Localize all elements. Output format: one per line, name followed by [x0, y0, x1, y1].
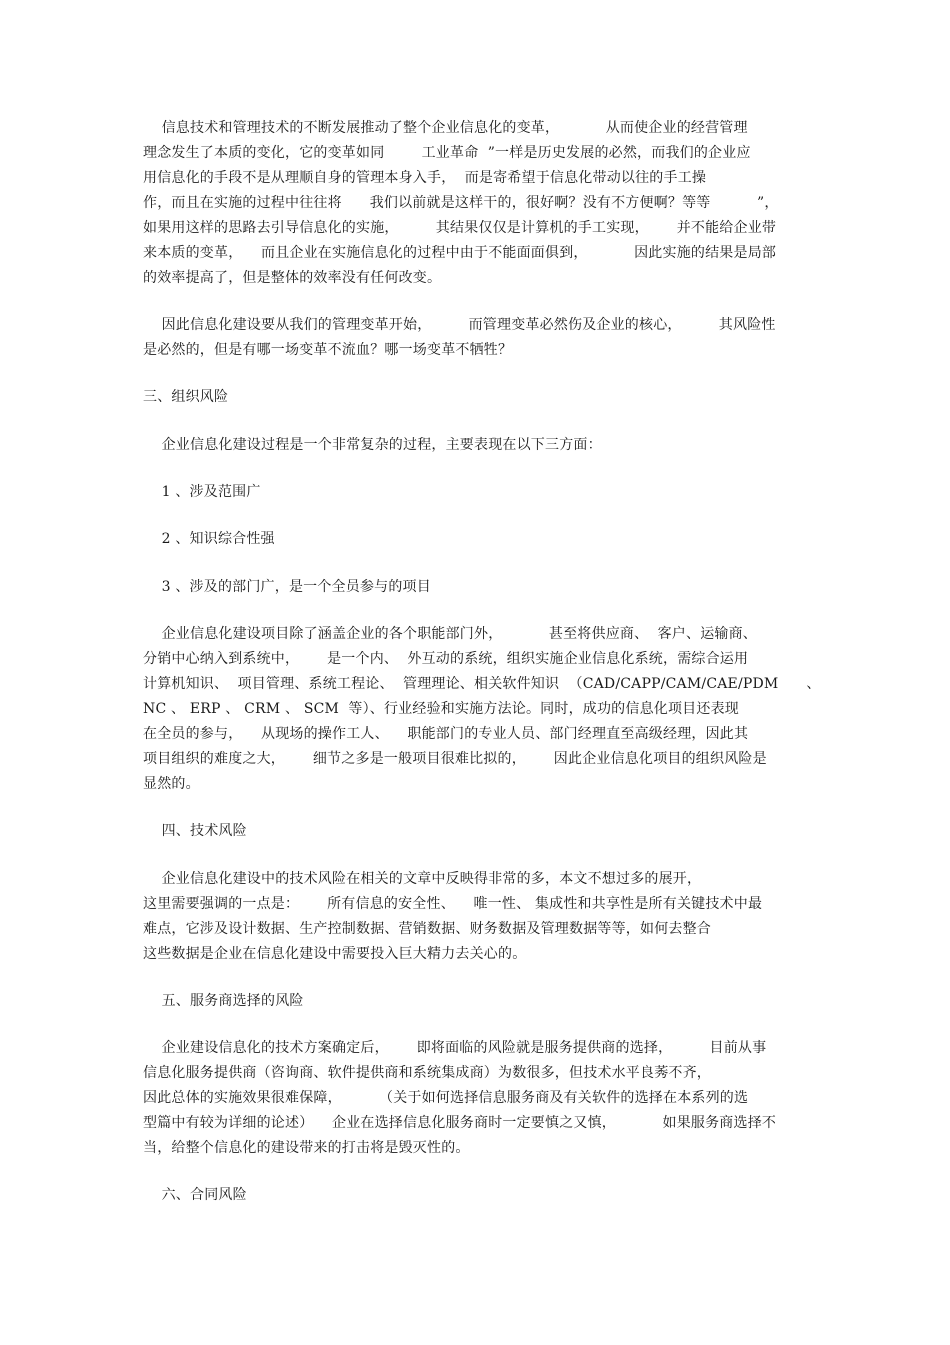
section3-heading: 三、组织风险	[143, 389, 229, 405]
section4-heading: 四、技术风险	[143, 823, 247, 839]
section3-item-1: 1 、涉及范围广	[143, 484, 261, 500]
para1-line-5: 如果用这样的思路去引导信息化的实施， 其结果仅仅是计算机的手工实现， 并不能给企业带	[143, 220, 777, 236]
section3-item-2: 2 、知识综合性强	[143, 531, 275, 547]
section5-heading: 五、服务商选择的风险	[143, 993, 304, 1009]
section4-para-line-3: 难点，它涉及设计数据、生产控制数据、营销数据、财务数据及管理数据等等，如何去整合	[143, 921, 711, 937]
section5-para-line-4: 型篇中有较为详细的论述） 企业在选择信息化服务商时一定要慎之又慎， 如果服务商选择不	[143, 1115, 777, 1131]
para1-line-6: 来本质的变革， 而且企业在实施信息化的过程中由于不能面面俱到， 因此实施的结果是局部	[143, 245, 777, 261]
section5-para-line-5: 当，给整个信息化的建设带来的打击将是毁灭性的。	[143, 1140, 470, 1156]
para2-line-2: 是必然的，但是有哪一场变革不流血？哪一场变革不牺牲？	[143, 342, 513, 358]
section3-para-line-3: 计算机知识、 项目管理、系统工程论、 管理理论、相关软件知识 （CAD/CAPP/CAM/CAE/PDM 、	[143, 676, 821, 692]
para2-line-1: 因此信息化建设要从我们的管理变革开始， 而管理变革必然伤及企业的核心， 其风险性	[143, 317, 776, 333]
para1-line-1: 信息技术和管理技术的不断发展推动了整个企业信息化的变革， 从而使企业的经营管理	[143, 120, 748, 136]
section3-para-line-2: 分销中心纳入到系统中， 是一个内、 外互动的系统，组织实施企业信息化系统，需综合运用	[143, 651, 749, 667]
section3-intro: 企业信息化建设过程是一个非常复杂的过程，主要表现在以下三方面：	[143, 437, 602, 453]
section4-para-line-4: 这些数据是企业在信息化建设中需要投入巨大精力去关心的。	[143, 946, 527, 962]
section3-item-3: 3 、涉及的部门广，是一个全员参与的项目	[143, 579, 431, 595]
section3-para-line-6: 项目组织的难度之大， 细节之多是一般项目很难比拟的， 因此企业信息化项目的组织风险是	[143, 751, 767, 767]
section3-para-line-7: 显然的。	[143, 776, 200, 792]
section3-para-line-4: NC 、 ERP 、 CRM 、 SCM 等）、行业经验和实施方法论。同时，成功的信息化项目还表现	[143, 701, 739, 717]
section4-para-line-1: 企业信息化建设中的技术风险在相关的文章中反映得非常的多，本文不想过多的展开，	[143, 871, 702, 887]
para1-line-3: 用信息化的手段不是从理顺自身的管理本身入手， 而是寄希望于信息化带动以往的手工操	[143, 170, 707, 186]
para1-line-4: 作，而且在实施的过程中往往将 我们以前就是这样干的，很好啊？没有不方便啊？等等 ”，	[143, 195, 779, 211]
section5-para-line-1: 企业建设信息化的技术方案确定后， 即将面临的风险就是服务提供商的选择， 目前从事	[143, 1040, 767, 1056]
section5-para-line-2: 信息化服务提供商（咨询商、软件提供商和系统集成商）为数很多，但技术水平良莠不齐，	[143, 1065, 711, 1081]
section3-para-line-1: 企业信息化建设项目除了涵盖企业的各个职能部门外， 甚至将供应商、 客户、运输商、	[143, 626, 758, 642]
section3-para-line-5: 在全员的参与， 从现场的操作工人、 职能部门的专业人员、部门经理直至高级经理，因此其	[143, 726, 749, 742]
para1-line-2: 理念发生了本质的变化，它的变革如同 工业革命 ”一样是历史发展的必然，而我们的企业应	[143, 145, 751, 161]
para1-line-7: 的效率提高了，但是整体的效率没有任何改变。	[143, 270, 442, 286]
section6-heading: 六、合同风险	[143, 1187, 247, 1203]
section5-para-line-3: 因此总体的实施效果很难保障， （关于如何选择信息服务商及有关软件的选择在本系列的选	[143, 1090, 749, 1106]
section4-para-line-2: 这里需要强调的一点是： 所有信息的安全性、 唯一性、 集成性和共享性是所有关键技术中最	[143, 896, 763, 912]
